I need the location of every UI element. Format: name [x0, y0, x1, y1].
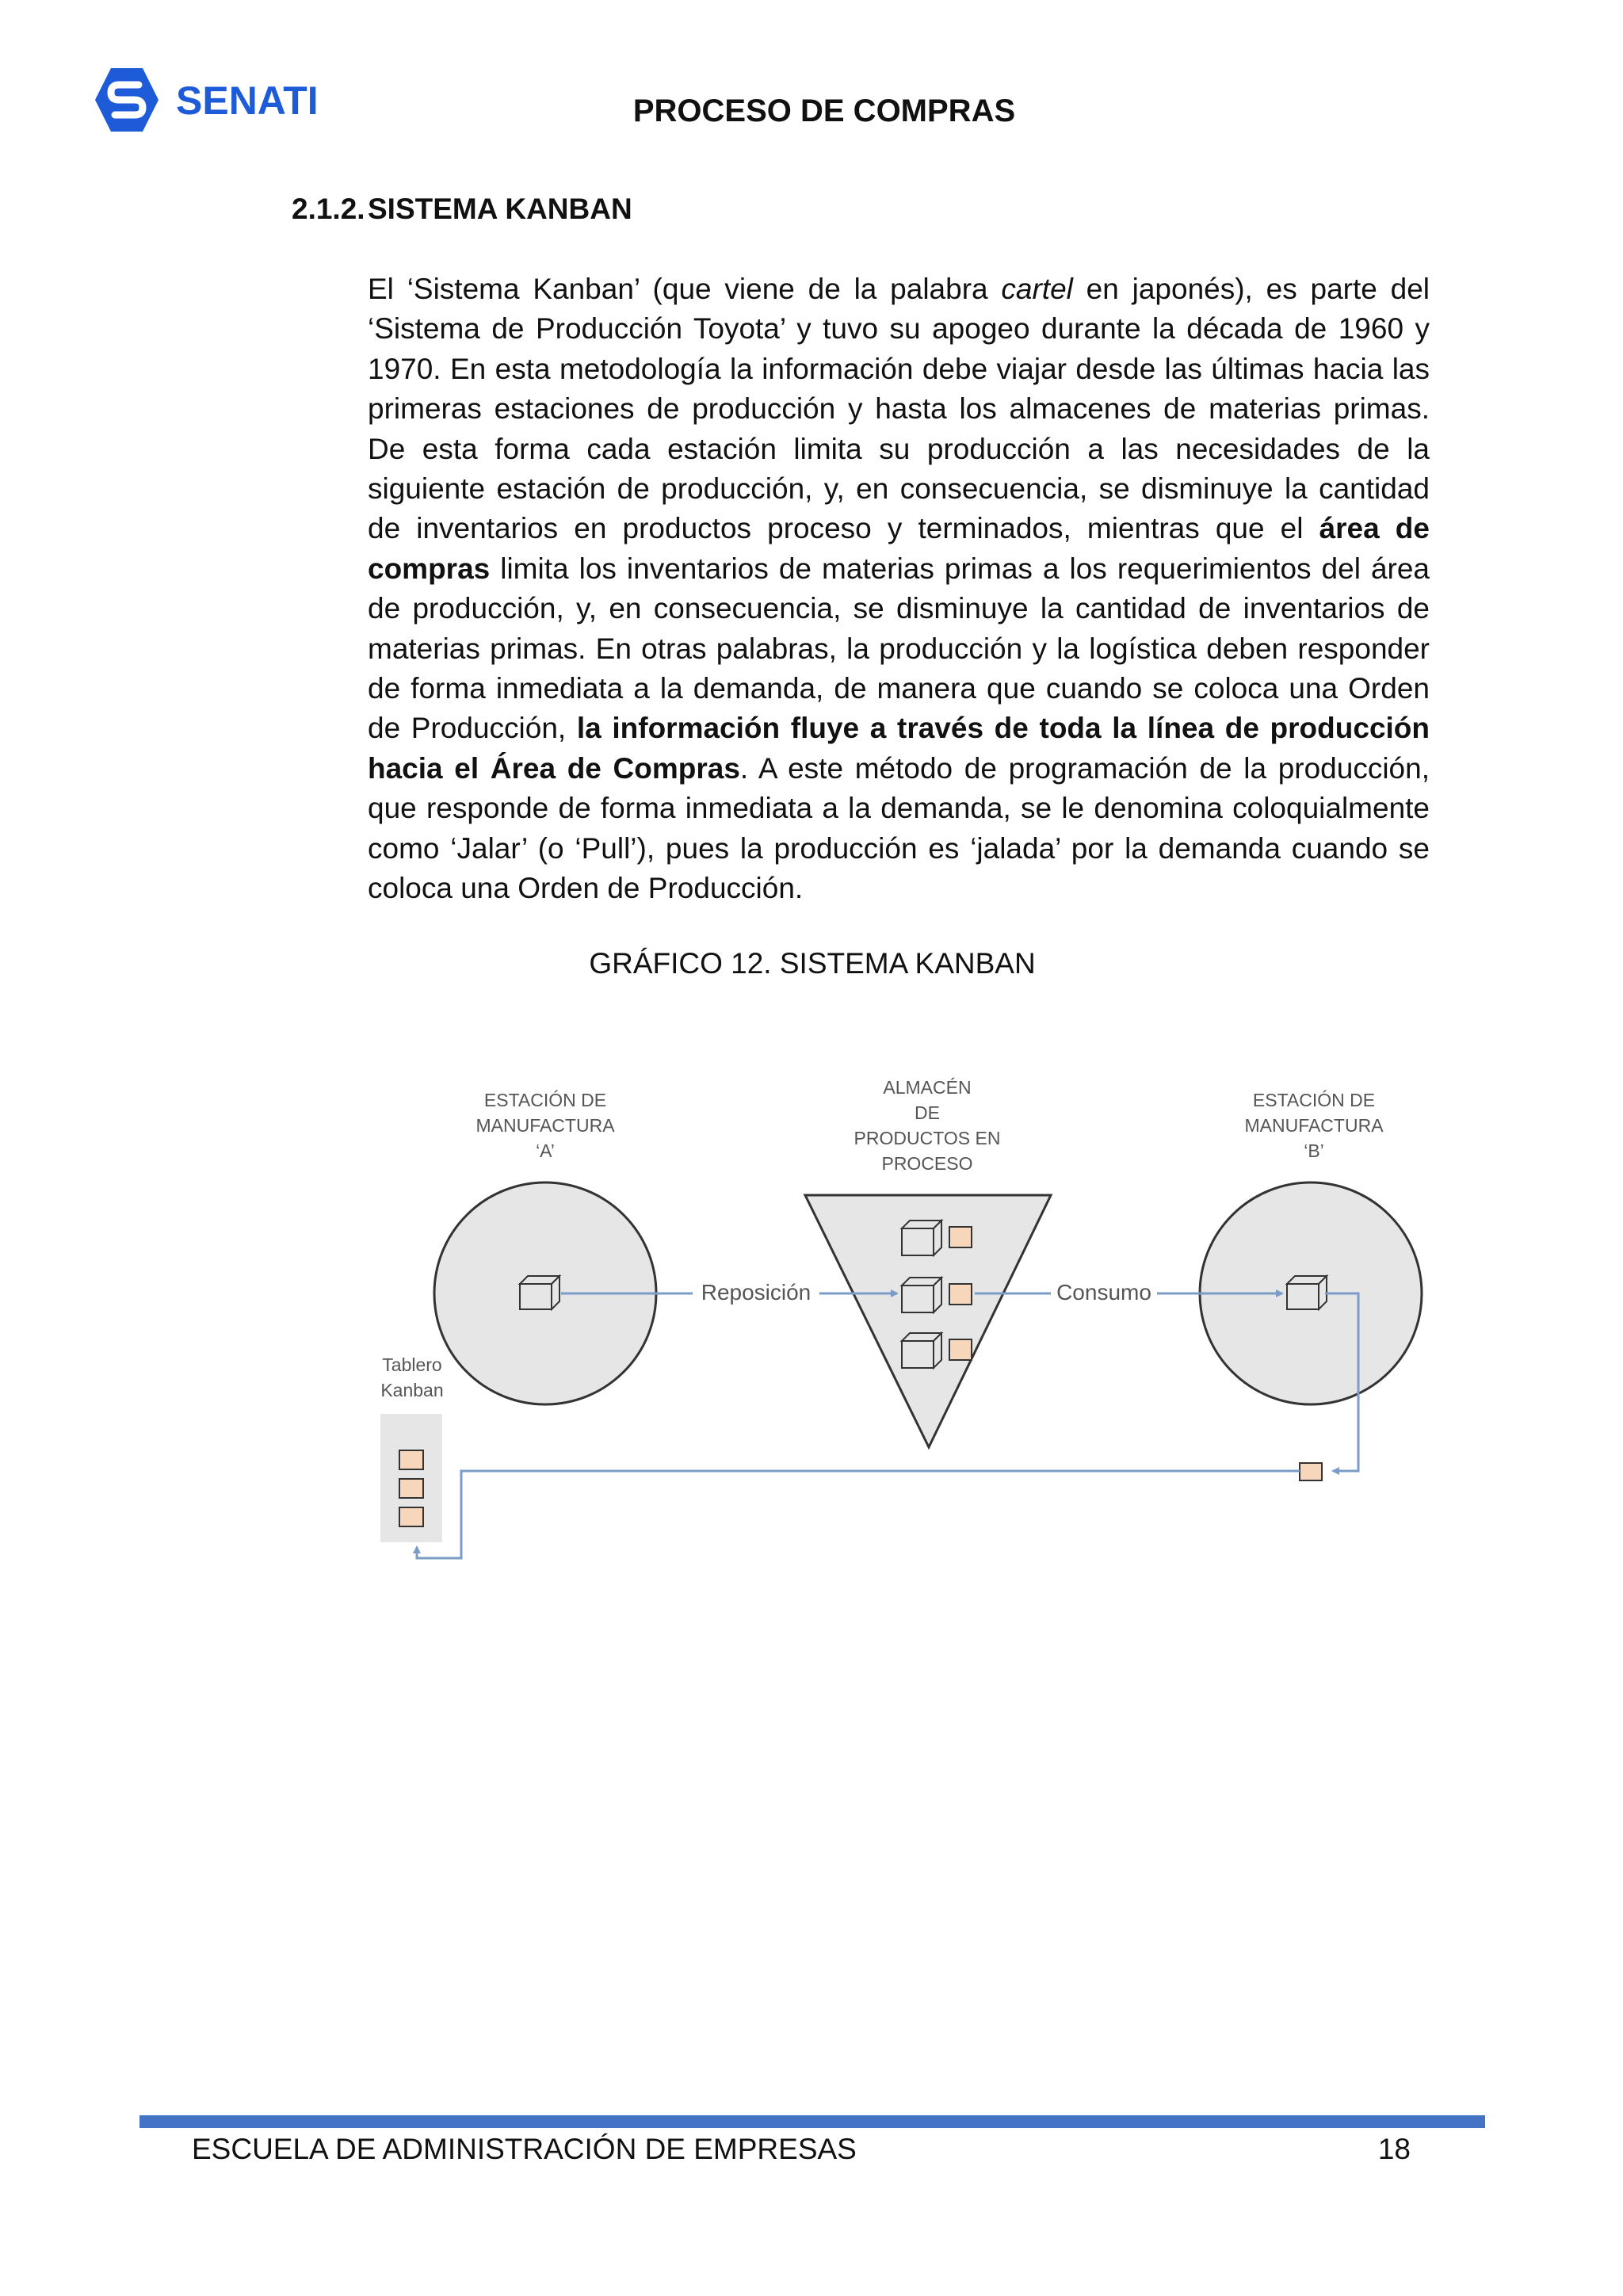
footer-divider — [139, 2115, 1485, 2128]
senati-emblem-icon — [95, 68, 158, 132]
body-text-run: en japonés), es parte del ‘Sistema de Producción Toyota’ y tuvo su apogeo durante la década de 1960 y 1970. En esta metodología la información debe viajar desde las últimas hacia las primeras estaciones de producción y hasta los almacenes de materias primas. De esta forma cada estación limita su producción a las necesidades de la siguiente estación de producción, y, en consecuencia, se disminuye la cantidad de inventarios en productos proceso y terminados, mientras que el — [368, 273, 1430, 545]
svg-text:ESTACIÓN DE: ESTACIÓN DE — [483, 1090, 607, 1110]
body-text-run: . A este método de programación de la producción, que responde de forma inmediata a la demanda, se le denomina coloquialmente como ‘Jalar’ (o ‘Pull’), pues la producción es ‘jalada’ por la demanda cuando se coloca una Orden de Producción. — [368, 751, 1430, 905]
body-text-bold: la información fluye a través de toda la línea de producción hacia el Área de Compras — [368, 712, 1430, 785]
body-text-italic: cartel — [1001, 273, 1073, 305]
svg-text:PROCESO: PROCESO — [881, 1153, 973, 1174]
station-a-label — [475, 1090, 615, 1161]
body-text-bold: área de compras — [368, 512, 1430, 585]
body-paragraph — [368, 269, 1430, 909]
svg-text:DE: DE — [915, 1102, 940, 1123]
consumo-label: Consumo — [1056, 1280, 1151, 1305]
figure-caption: GRÁFICO 12. SISTEMA KANBAN — [589, 947, 1036, 980]
svg-text:ESTACIÓN DE: ESTACIÓN DE — [1252, 1090, 1376, 1110]
warehouse-label — [854, 1077, 1001, 1174]
kanban-diagram — [365, 1062, 1442, 1585]
svg-text:MANUFACTURA: MANUFACTURA — [1244, 1115, 1384, 1136]
kanban-card-icon — [399, 1479, 423, 1498]
section-number: 2.1.2. — [292, 193, 365, 225]
kanban-card-icon — [399, 1450, 423, 1469]
kanban-card-icon — [1300, 1463, 1322, 1480]
senati-logo — [89, 63, 374, 143]
reposicion-label: Reposición — [701, 1280, 812, 1305]
station-b-box-icon — [1287, 1276, 1327, 1309]
svg-text:MANUFACTURA: MANUFACTURA — [475, 1115, 615, 1136]
page-number: 18 — [1377, 2133, 1411, 2165]
body-text-run: El ‘Sistema Kanban’ (que viene de la palabra — [368, 273, 1002, 305]
svg-text:‘A’: ‘A’ — [536, 1140, 555, 1161]
station-b-label — [1244, 1090, 1384, 1161]
footer-school-name: ESCUELA DE ADMINISTRACIÓN DE EMPRESAS — [192, 2133, 857, 2165]
body-text-run: limita los inventarios de materias primas a los requerimientos del área de producción, y, en consecuencia, se disminuye la cantidad de inventarios de materias primas. En otras palabras, la producción y la logística deben responder de forma inmediata a la demanda, de manera que cuando se coloca una Orden de Producción, — [368, 552, 1430, 745]
svg-text:Tablero: Tablero — [382, 1354, 442, 1375]
svg-text:Kanban: Kanban — [380, 1380, 444, 1400]
kanban-board-label — [380, 1354, 443, 1400]
svg-text:ALMACÉN: ALMACÉN — [883, 1077, 972, 1098]
station-a-box-icon — [520, 1276, 559, 1309]
svg-text:‘B’: ‘B’ — [1304, 1140, 1324, 1161]
logo-text: SENATI — [176, 78, 319, 123]
section-title: SISTEMA KANBAN — [368, 193, 632, 225]
document-header-title: PROCESO DE COMPRAS — [632, 94, 1016, 128]
kanban-card-icon — [399, 1507, 423, 1526]
svg-text:PRODUCTOS EN: PRODUCTOS EN — [854, 1128, 1001, 1148]
section-heading — [292, 193, 632, 226]
